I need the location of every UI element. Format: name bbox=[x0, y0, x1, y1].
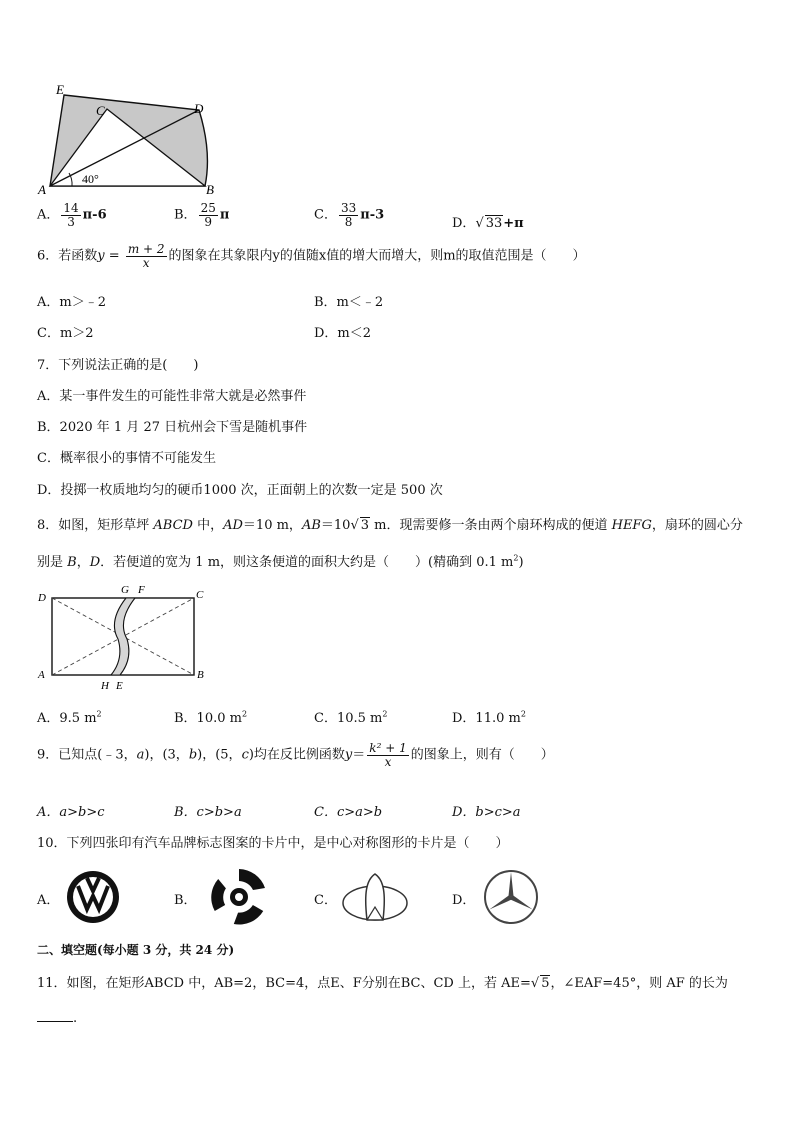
figure-q8 bbox=[34, 581, 214, 693]
q7-option-a: A．某一事件发生的可能性非常大就是必然事件 bbox=[37, 389, 307, 404]
fraction: $\frac{33}{8}$ bbox=[340, 201, 357, 229]
q9-option-d: D．b>c>a bbox=[452, 805, 521, 820]
point-B: B bbox=[206, 182, 214, 197]
q7-option-d: D．投掷一枚质地均匀的硬币1000 次，正面朝上的次数一定是 500 次 bbox=[37, 483, 443, 498]
fraction: $\frac{14}{3}$ bbox=[63, 201, 79, 229]
volkswagen-logo-icon bbox=[65, 869, 121, 925]
q10-label-c: C． bbox=[314, 893, 337, 908]
fraction: $\frac{\text{k² + 1}}{x}$ bbox=[369, 741, 407, 769]
point-G: G bbox=[121, 584, 129, 596]
q8-option-a: A．9.5 $m^2$ bbox=[37, 709, 102, 726]
point-B: B bbox=[197, 669, 204, 681]
point-A: A bbox=[38, 669, 45, 681]
q11-answer-line: . bbox=[37, 1009, 77, 1026]
q6-option-d: D．m＜2 bbox=[314, 326, 372, 341]
point-A: A bbox=[38, 182, 46, 197]
q9-stem: 9．已知点(﹣3，a)，(3，b)，(5，c)均在反比例函数y＝ $\frac{\text{k² + 1}}{x}$ 的图象上，则有（ ） bbox=[37, 741, 554, 769]
point-E: E bbox=[116, 680, 123, 692]
q8-stem-line2: 别是 B，D．若便道的宽为 1 m，则这条便道的面积大约是（ ）(精确到 0.1 $m^2$) bbox=[37, 553, 524, 570]
q11-stem: 11．如图，在矩形ABCD 中，AB=2，BC=4，点E、F分别在BC、CD 上，若 AE=√ 5，∠EAF=45°，则 AF 的长为 bbox=[37, 976, 728, 991]
q10-stem: 10．下列四张印有汽车品牌标志图案的卡片中，是中心对称图形的卡片是（ ） bbox=[37, 836, 509, 851]
q8-stem-line1: 8．如图，矩形草坪 ABCD 中，AD＝10 m，AB＝10√ 3 m．现需要修一条由两个扇环构成的便道 HEFG，扇环的圆心分 bbox=[37, 518, 743, 533]
q6-stem: 6．若函数y = $\frac{m + 2}{x}$ 的图象在其象限内y的值随x值的增大而增大，则m的取值范围是（ ） bbox=[37, 242, 586, 270]
q7-stem: 7．下列说法正确的是( ) bbox=[37, 358, 199, 373]
q7-option-c: C．概率很小的事情不可能发生 bbox=[37, 451, 216, 466]
q5-option-b: B． $\frac{25}{9}$ π bbox=[174, 201, 230, 229]
point-E: E bbox=[56, 82, 64, 97]
q9-option-b: B．c>b>a bbox=[174, 805, 242, 820]
q6-option-b: B．m＜﹣2 bbox=[314, 295, 384, 310]
q5-option-d: D．√ 33+π bbox=[452, 216, 524, 231]
three-pointed-star-logo-icon bbox=[482, 868, 540, 926]
q10-label-d: D． bbox=[452, 893, 476, 908]
figure-q5 bbox=[34, 82, 224, 200]
q5-option-c: C． $\frac{33}{8}$ π-3 bbox=[314, 201, 385, 229]
point-F: F bbox=[138, 584, 145, 596]
q10-label-b: B． bbox=[174, 893, 197, 908]
q8-option-b: B．10.0 $m^2$ bbox=[174, 709, 248, 726]
q9-option-c: C．c>a>b bbox=[314, 805, 383, 820]
q9-option-a: A．a>b>c bbox=[37, 805, 105, 820]
winged-logo-icon bbox=[340, 870, 410, 924]
angle-label: 40° bbox=[82, 172, 99, 186]
q5-option-a: A． $\frac{14}{3}$ π-6 bbox=[37, 201, 107, 229]
q8-option-c: C．10.5 $m^2$ bbox=[314, 709, 388, 726]
point-D: D bbox=[38, 592, 46, 604]
section-2-title: 二、填空题(每小题 3 分，共 24 分) bbox=[37, 943, 235, 957]
q10-label-a: A． bbox=[37, 893, 60, 908]
fraction: $\frac{m + 2}{x}$ bbox=[127, 242, 165, 270]
swirl-logo-icon bbox=[208, 866, 270, 928]
answer-blank[interactable] bbox=[37, 1009, 73, 1022]
point-C: C bbox=[196, 589, 204, 601]
q7-option-b: B．2020 年 1 月 27 日杭州会下雪是随机事件 bbox=[37, 420, 308, 435]
point-H: H bbox=[101, 680, 109, 692]
q6-option-a: A．m＞﹣2 bbox=[37, 295, 106, 310]
point-D: D bbox=[194, 101, 204, 116]
q8-option-d: D．11.0 $m^2$ bbox=[452, 709, 526, 726]
point-C: C bbox=[96, 103, 105, 118]
q6-option-c: C．m＞2 bbox=[37, 326, 94, 341]
fraction: $\frac{25}{9}$ bbox=[200, 201, 216, 229]
